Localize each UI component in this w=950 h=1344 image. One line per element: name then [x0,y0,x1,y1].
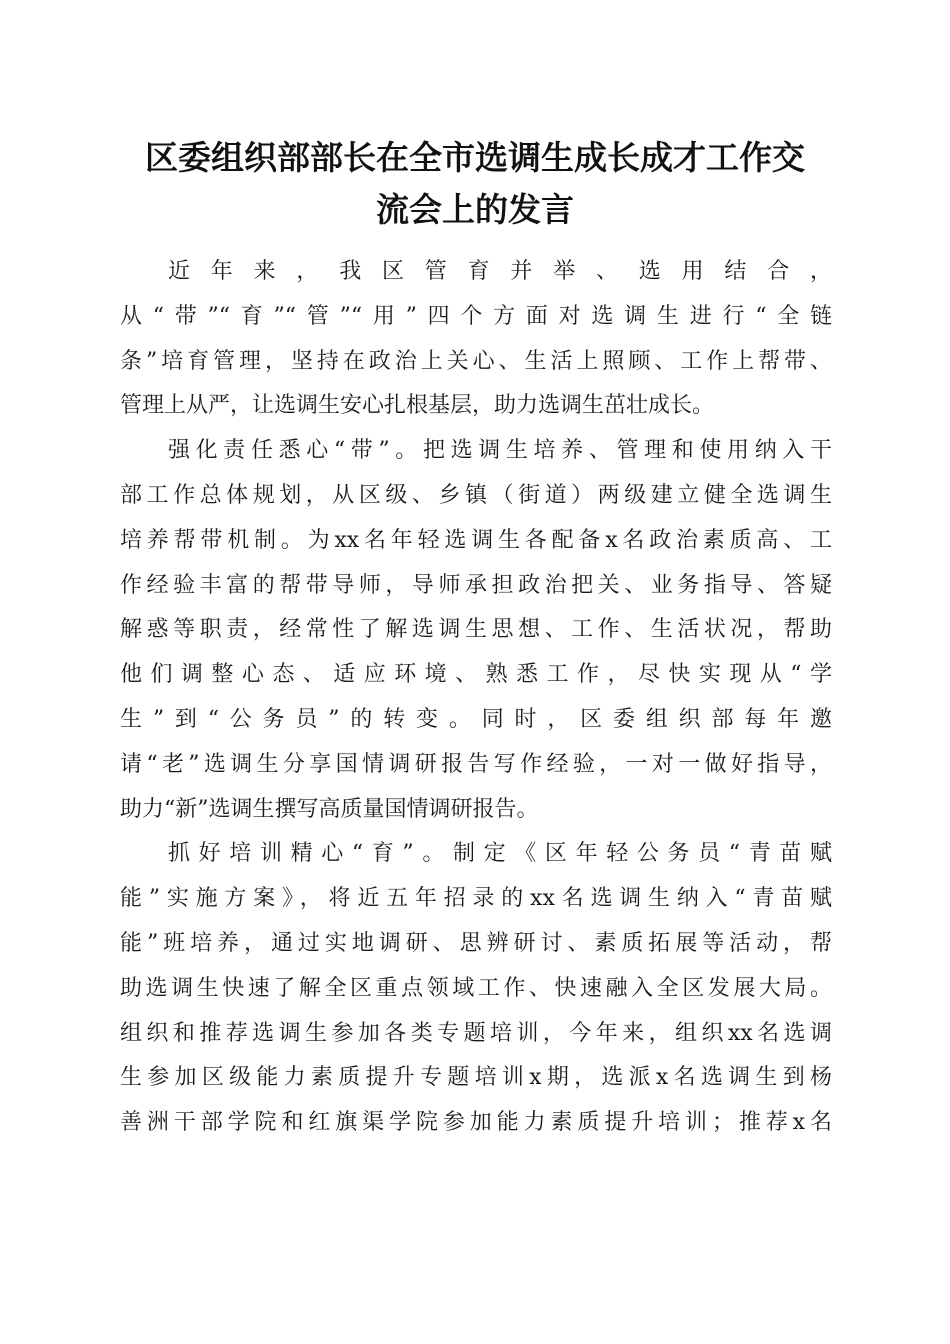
text-line: 培养帮带机制。为xx名年轻选调生各配备x名政治素质高、工 [120,527,832,553]
text-line: 近 年 来 ， 我 区 管 育 并 举 、 选 用 结 合 ， [168,259,832,284]
text-line: 从“带”“育”“管”“用”四个方面对选调生进行“全链 [120,303,832,329]
text-line: 部工作总体规划，从区级、乡镇（街道）两级建立健全选调生 [120,482,832,508]
paragraph-intro [120,250,832,429]
text-line: 他们调整心态、适应环境、熟悉工作，尽快实现从“学 [120,662,832,688]
text-line: 生参加区级能力素质提升专题培训x期，选派x名选调生到杨 [120,1065,832,1091]
title-line: 区委组织部部长在全市选调生成长成才工作交 [145,138,805,177]
text-line: 强化责任悉心“带”。把选调生培养、管理和使用纳入干 [168,438,832,464]
text-line: 能”实施方案》，将近五年招录的xx名选调生纳入“青苗赋 [120,886,832,912]
text-line: 助选调生快速了解全区重点领域工作、快速融入全区发展大局。 [120,975,832,1001]
document-body [120,250,832,1146]
text-line: 能”班培养，通过实地调研、思辨研讨、素质拓展等活动，帮 [120,930,832,956]
paragraph-mentoring [120,429,832,832]
text-line: 抓好培训精心“育”。制定《区年轻公务员“青苗赋 [168,841,832,867]
text-line: 解惑等职责，经常性了解选调生思想、工作、生活状况，帮助 [120,617,832,643]
text-line: 组织和推荐选调生参加各类专题培训，今年来，组织xx名选调 [120,1020,832,1046]
text-line: 请“老”选调生分享国情调研报告写作经验，一对一做好指导， [120,751,832,777]
text-line: 助力“新”选调生撰写高质量国情调研报告。 [120,796,539,822]
text-line: 条”培育管理，坚持在政治上关心、生活上照顾、工作上帮带、 [120,348,832,374]
text-line: 生”到“公务员”的转变。同时，区委组织部每年邀 [120,706,832,732]
paragraph-training [120,832,832,1146]
text-line: 管理上从严，让选调生安心扎根基层，助力选调生茁壮成长。 [120,393,715,419]
title-line: 流会上的发言 [376,190,574,229]
document-title [110,132,840,236]
text-line: 善洲干部学院和红旗渠学院参加能力素质提升培训；推荐x名 [120,1110,832,1136]
text-line: 作经验丰富的帮带导师，导师承担政治把关、业务指导、答疑 [120,572,832,598]
